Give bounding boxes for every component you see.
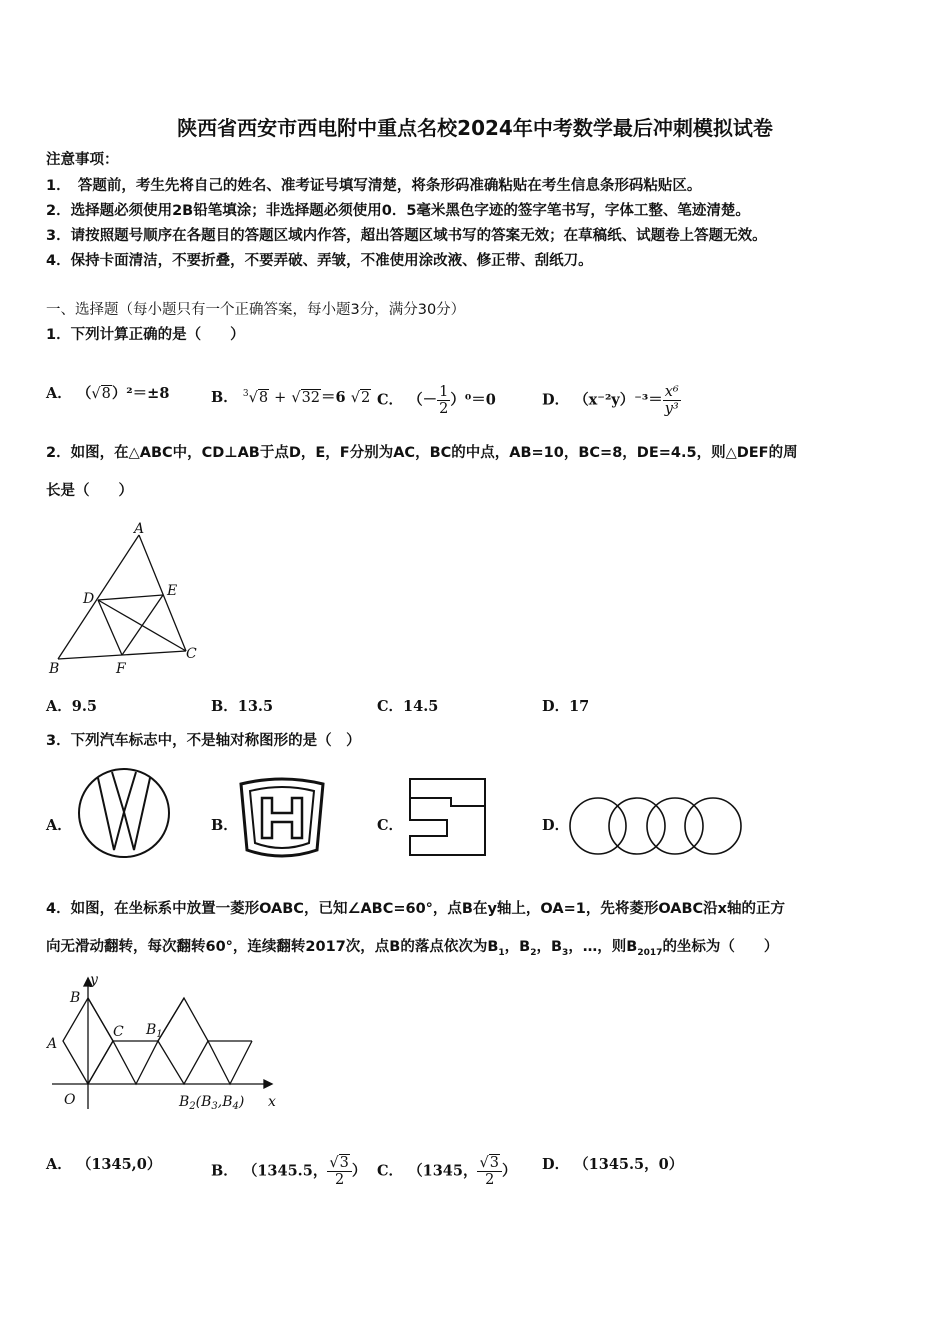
q4-option-a <box>46 1155 161 1175</box>
subscript: 2017 <box>637 947 663 958</box>
text: ＝6 <box>321 388 346 406</box>
q1-option-b <box>211 384 371 408</box>
text: （1345.5， <box>242 1162 328 1180</box>
text: 向无滑动翻转，每次翻转60°，连续翻转2017次，点B的落点依次为B <box>46 939 499 955</box>
fraction <box>477 1155 501 1188</box>
label-b1 <box>145 1022 163 1040</box>
text: ）⁰＝0 <box>450 391 496 409</box>
q2-stem-line1: 2．如图，在△ABC中，CD⊥AB于点D，E，F分别为AC，BC的中点，AB=10，BC=8，DE=4.5，则△DEF的周 <box>46 445 798 461</box>
text: ) <box>238 1094 245 1110</box>
label-o: O <box>64 1092 76 1108</box>
notice-item-2: 2．选择题必须使用2B铅笔填涂；非选择题必须使用0．5毫米黑色字迹的签字笔书写，字体工整、笔迹清楚。 <box>46 203 750 219</box>
letter: B <box>179 1094 190 1110</box>
subscript: 3 <box>562 947 569 958</box>
text: （1345， <box>408 1162 478 1180</box>
text: ，…，则B <box>568 939 638 955</box>
q4-option-c <box>377 1155 516 1188</box>
text: (B <box>195 1094 212 1110</box>
q3-option-b-label: B． <box>211 817 238 834</box>
q3-option-d-label: D． <box>542 817 570 834</box>
text: 的坐标为（ ） <box>662 939 779 955</box>
q4-option-b <box>211 1155 366 1188</box>
q2-option-d: D．17 <box>542 698 590 715</box>
label-b2-b3-b4 <box>178 1094 244 1112</box>
denominator: 2 <box>334 1172 345 1188</box>
side-ac <box>139 535 186 651</box>
text: ，B <box>536 939 563 955</box>
q2-option-b: B．13.5 <box>211 698 274 715</box>
q3-stem: 3．下列汽车标志中，不是轴对称图形的是（ ） <box>46 733 361 749</box>
sqrt-sign: √ <box>329 1155 339 1171</box>
option-label: C． <box>377 1162 404 1180</box>
sqrt-sign: √ <box>291 389 301 406</box>
label-y: y <box>90 972 98 988</box>
radicand: 8 <box>258 389 269 406</box>
root-index: 3 <box>242 389 249 399</box>
subscript: 4 <box>232 1101 239 1112</box>
q1-option-a <box>46 384 169 404</box>
letter: B <box>146 1022 157 1038</box>
text: ） <box>501 1162 517 1180</box>
q4-stem-line1: 4．如图，在坐标系中放置一菱形OABC，已知∠ABC=60°，点B在y轴上，OA=1，先将菱形OABC沿x轴的正方 <box>46 901 786 917</box>
option-label: B． <box>211 1162 238 1180</box>
q2-stem-line2: 长是（ ） <box>46 483 133 499</box>
q1-option-d <box>542 384 681 417</box>
side-ab <box>58 535 139 659</box>
radicand: 8 <box>101 386 111 402</box>
text: （ <box>76 385 92 402</box>
text: （－ <box>408 391 438 409</box>
label-b: B <box>49 661 60 677</box>
q1-stem: 1．下列计算正确的是（ ） <box>46 327 245 343</box>
q4-stem-line2 <box>46 937 778 963</box>
q2-option-a: A．9.5 <box>46 698 97 715</box>
fraction <box>437 384 450 417</box>
text: ,B <box>217 1094 233 1110</box>
segment-df <box>98 600 122 655</box>
subscript: 3 <box>211 1101 218 1112</box>
radicand: 2 <box>360 389 371 406</box>
vw-logo-icon <box>76 766 172 860</box>
fraction <box>663 384 681 417</box>
label-f: F <box>116 661 126 677</box>
subscript: 2 <box>530 947 537 958</box>
q3-option-c-label: C． <box>377 817 404 834</box>
numerator <box>477 1155 501 1172</box>
honda-logo-icon <box>237 776 327 862</box>
abstract-logo-icon <box>409 778 489 858</box>
option-label: C． <box>377 391 404 409</box>
sqrt-sign: √ <box>91 386 101 402</box>
label-e: E <box>167 583 178 599</box>
four-rings-logo-icon <box>570 794 742 858</box>
segment-de <box>98 595 163 600</box>
radicand: 3 <box>339 1155 349 1171</box>
text: （x⁻²y）⁻³＝ <box>574 391 663 409</box>
numerator <box>327 1155 351 1172</box>
sqrt-sign: √ <box>350 389 360 406</box>
label-d: D <box>83 591 95 607</box>
subscript: 2 <box>189 1101 196 1112</box>
cube-root-sign: √ <box>248 389 258 406</box>
subscript: 1 <box>156 1029 163 1040</box>
label-a: A <box>134 521 145 537</box>
option-label: B． <box>211 388 238 406</box>
subscript: 1 <box>498 947 505 958</box>
q2-triangle-figure <box>46 518 206 678</box>
section-heading: 一、选择题（每小题只有一个正确答案，每小题3分，满分30分） <box>46 302 466 318</box>
option-label: A． <box>46 1156 72 1173</box>
text: ） <box>351 1162 367 1180</box>
denominator: 2 <box>485 1172 495 1188</box>
trace-zigzag <box>88 1041 252 1084</box>
page-title: 陕西省西安市西电附中重点名校2024年中考数学最后冲刺模拟试卷 <box>177 116 773 140</box>
q3-option-a-label: A． <box>46 817 72 834</box>
q1-option-c <box>377 384 496 417</box>
text: ，B <box>504 939 531 955</box>
plus-sign: + <box>274 389 287 406</box>
option-value: （1345,0） <box>76 1156 162 1173</box>
denominator: 2 <box>439 401 449 417</box>
x-axis-arrow <box>264 1080 272 1088</box>
label-b: B <box>70 990 81 1006</box>
notice-heading: 注意事项： <box>46 152 119 168</box>
segment-ef <box>122 595 163 655</box>
option-label: D． <box>542 391 570 409</box>
label-a: A <box>47 1036 58 1052</box>
radicand: 3 <box>489 1155 499 1171</box>
option-label: A． <box>46 385 72 402</box>
q4-rhombus-figure <box>44 972 284 1118</box>
label-x: x <box>268 1094 276 1110</box>
numerator: x⁶ <box>663 384 681 401</box>
label-c: C <box>113 1024 124 1040</box>
option-label: D． <box>542 1156 570 1173</box>
radicand: 32 <box>301 389 321 406</box>
notice-item-3: 3．请按照题号顺序在各题目的答题区域内作答，超出答题区域书写的答案无效；在草稿纸、试题卷上答题无效。 <box>46 228 767 244</box>
q2-option-c: C．14.5 <box>377 698 439 715</box>
label-c: C <box>186 646 197 662</box>
text: ）²＝±8 <box>111 385 170 402</box>
fraction <box>327 1155 351 1188</box>
q4-option-d <box>542 1155 683 1175</box>
numerator: 1 <box>439 384 449 400</box>
notice-item-4: 4．保持卡面清洁，不要折叠，不要弄破、弄皱，不准使用涂改液、修正带、刮纸刀。 <box>46 253 593 269</box>
notice-item-1: 1． 答题前，考生先将自己的姓名、准考证号填写清楚，将条形码准确粘贴在考生信息条形码粘贴区。 <box>46 178 702 194</box>
sqrt-sign: √ <box>479 1155 489 1171</box>
denominator: y³ <box>664 401 679 417</box>
option-value: （1345.5，0） <box>574 1156 684 1173</box>
